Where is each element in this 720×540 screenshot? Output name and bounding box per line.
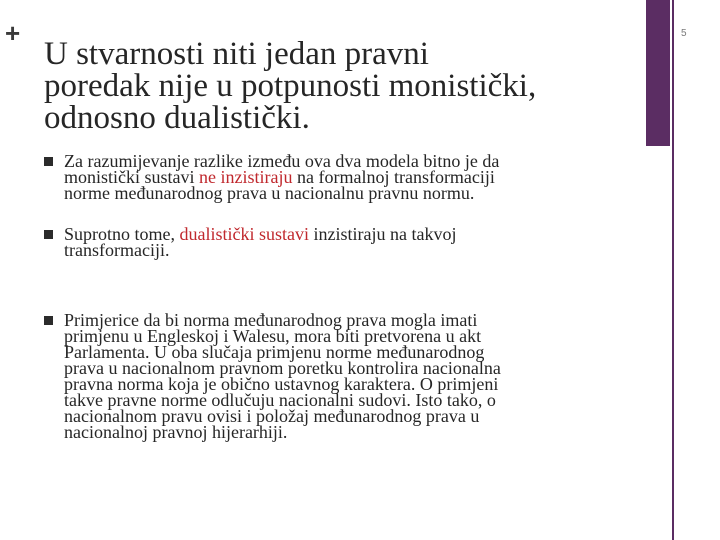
bullet-text: na formalnoj transformaciji: [292, 167, 495, 187]
page-number: 5: [681, 28, 687, 39]
slide-title: [44, 38, 644, 134]
plus-icon: +: [5, 18, 21, 48]
bullet-text: inzistiraju na takvoj: [309, 224, 457, 244]
bullet-list: [42, 153, 622, 440]
title-line: U stvarnosti niti jedan pravni: [44, 36, 429, 72]
square-bullet-icon: [44, 230, 53, 239]
bullet-line: [64, 424, 622, 440]
square-bullet-icon: [44, 316, 53, 325]
highlight-text: dualistički sustavi: [179, 224, 309, 244]
bullet-text: norme međunarodnog prava u nacionalnu pravnu normu.: [64, 183, 475, 203]
title-line: odnosno dualistički.: [44, 100, 310, 136]
bullet-text: takve pravne norme odlučuju nacionalni sudovi. Isto tako, o: [64, 390, 496, 410]
title-line: poredak nije u potpunosti monistički,: [44, 68, 537, 104]
bullet-line: [64, 185, 622, 201]
bullet-text: Suprotno tome,: [64, 224, 180, 244]
bullet-item: [42, 153, 622, 201]
bullet-text: pravna norma koja je obično ustavnog karaktera. O primjeni: [64, 374, 499, 394]
bullet-text: nacionalnoj pravnoj hijerarhiji.: [64, 422, 288, 442]
square-bullet-icon: [44, 157, 53, 166]
highlight-text: ne inzistiraju: [199, 167, 293, 187]
bullet-item: [42, 226, 622, 258]
accent-bar: [646, 0, 670, 146]
bullet-text: Za razumijevanje razlike između ova dva modela bitno je da: [64, 151, 500, 171]
bullet-text: Primjerice da bi norma međunarodnog prava mogla imati: [64, 310, 478, 330]
bullet-text: monistički sustavi: [64, 167, 199, 187]
bullet-text: Parlamenta. U oba slučaja primjenu norme međunarodnog: [64, 342, 485, 362]
bullet-text: prava u nacionalnom pravnom poretku kontrolira nacionalna: [64, 358, 501, 378]
bullet-text: nacionalnom pravu ovisi i položaj međunarodnog prava u: [64, 406, 480, 426]
bullet-item: [42, 312, 622, 440]
bullet-line: [64, 242, 622, 258]
accent-rule: [672, 0, 674, 540]
bullet-text: primjenu u Engleskoj i Walesu, mora biti pretvorena u akt: [64, 326, 482, 346]
bullet-text: transformaciji.: [64, 240, 170, 260]
